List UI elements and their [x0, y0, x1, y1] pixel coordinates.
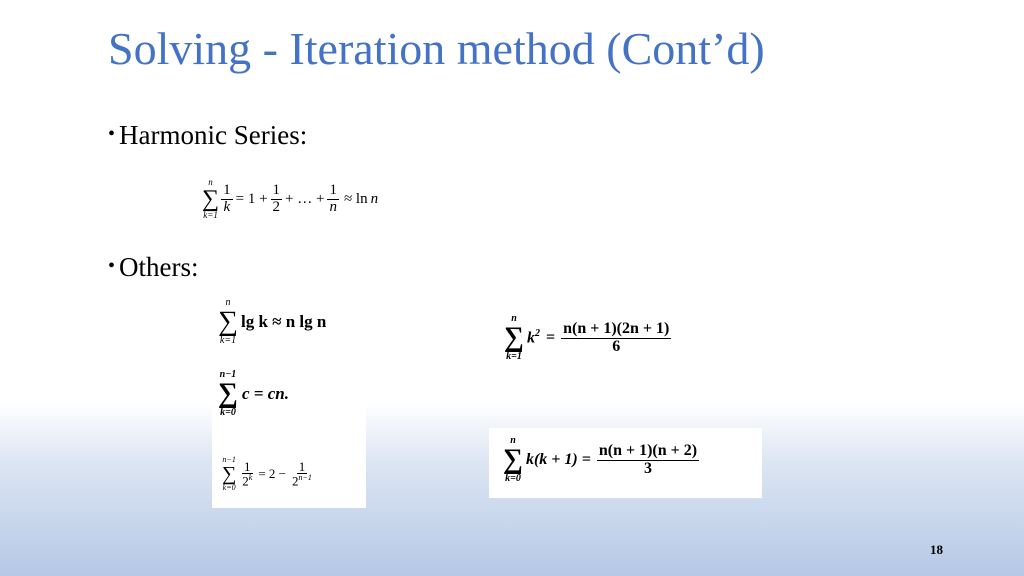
bullet-dot: •	[108, 123, 116, 146]
lg-sum-formula: n ∑ k=1 lg k ≈ n lg n	[218, 297, 327, 346]
page-number: 18	[930, 542, 943, 557]
bullet-dot: •	[108, 255, 116, 278]
summation: n ∑ k=1	[202, 177, 220, 220]
fraction: $\frac{1}{k}$	[223, 181, 231, 215]
others-formulas-left	[212, 296, 366, 508]
bullet-label: Others:	[119, 252, 199, 282]
fraction: $\frac{1}{2}$	[272, 181, 281, 215]
constant-sum-formula: n−1 ∑ k=0 c = cn.	[218, 369, 289, 418]
bullet-harmonic-series	[108, 120, 307, 151]
slide-title: Solving - Iteration method (Cont’d)	[108, 23, 765, 74]
bullet-label: Harmonic Series:	[119, 120, 308, 150]
fraction: $\frac{1}{n}$	[329, 181, 337, 215]
geometric-sum-formula: n−1 ∑ k=0 $\frac{1}{2^k}$ = 2 − $\frac{1}{2^{n-1}}$	[222, 455, 312, 492]
k-times-k-plus-one-sum-formula: n ∑ k=0 k(k + 1) = $\frac{n(n + 1)(n + 2)}{3}$	[489, 428, 762, 498]
squares-sum-formula: n ∑ k=1 $k^2$ = $\frac{n(n + 1)(2n + 1)}{6}$	[500, 312, 730, 376]
harmonic-series-formula: n ∑ k=1 $\frac{1}{k}$ = 1 + $\frac{1}{2}$ + … + $\frac{1}{n}$ ≈ ln n	[202, 170, 424, 228]
bullet-others	[108, 252, 199, 283]
